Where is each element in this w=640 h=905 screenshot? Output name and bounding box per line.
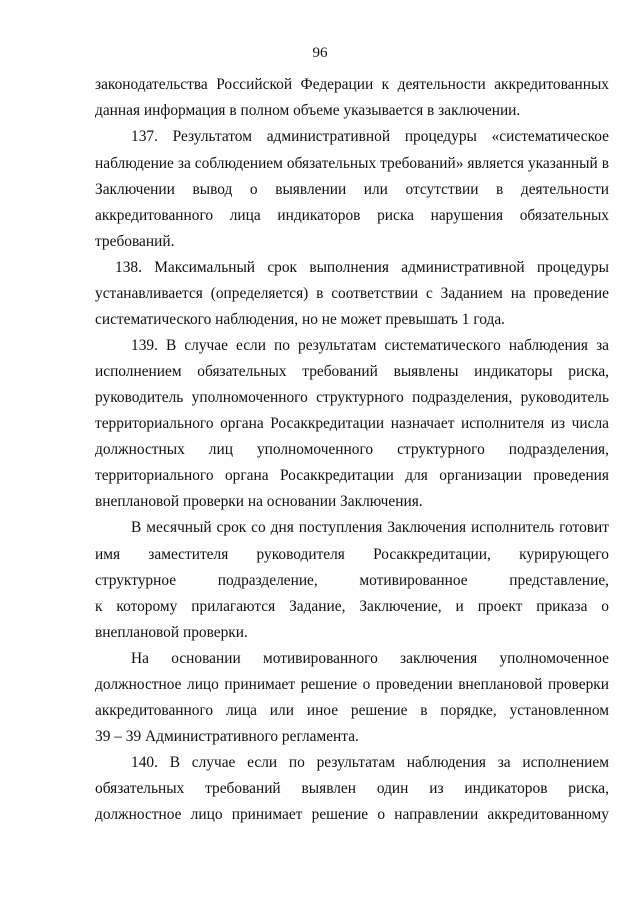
page-number: 96 [312,45,328,61]
text-line: требований. [95,233,175,250]
text-line: обязательных требований выявлен один из индикаторов риска, [95,780,609,797]
text-line: имя заместителя руководителя Росаккредитации, курирующего [95,546,609,563]
paragraph-line: На основании мотивированного заключения уполномоченное [131,650,609,667]
text-line: должностное лицо принимает решение о направлении аккредитованному [95,806,609,823]
text-line: должностное лицо принимает решение о проведении внеплановой проверки [95,676,609,693]
text-line: аккредитованного лица или иное решение в порядке, установленном [95,702,609,719]
paragraph-138-line: 138. Максимальный срок выполнения административной процедуры [115,259,609,276]
paragraph-line: В месячный срок со дня поступления Заключения исполнитель готовит [131,519,609,536]
text-line: должностных лиц уполномоченного структурного подразделения, [95,441,609,458]
text-line: систематического наблюдения, но не может превышать 1 года. [95,311,506,328]
text-line: наблюдение за соблюдением обязательных требований» является указанный в [95,155,609,172]
text-line: структурное подразделение, мотивированное представление, [95,572,609,589]
text-line: территориального органа Росаккредитации назначает исполнителя из числа [95,415,609,432]
text-line: внеплановой проверки на основании Заключения. [95,493,423,510]
text-line: Заключении вывод о выявлении или отсутствии в деятельности [95,181,609,198]
paragraph-140-line: 140. В случае если по результатам наблюдения за исполнением [131,754,609,771]
text-line: исполнением обязательных требований выявлены индикаторы риска, [95,363,609,380]
text-line: 39 – 39 Административного регламента. [95,728,359,745]
text-line: к которому прилагаются Задание, Заключение, и проект приказа о [95,598,609,615]
text-line: устанавливается (определяется) в соответствии с Заданием на проведение [95,285,609,302]
paragraph-139-line: 139. В случае если по результатам систематического наблюдения за [131,337,609,354]
text-line: внеплановой проверки. [95,624,248,641]
paragraph-137-line: 137. Результатом административной процедуры «систематическое [131,128,609,145]
text-line: территориального органа Росаккредитации для организации проведения [95,467,609,484]
text-line: законодательства Российской Федерации к деятельности аккредитованных [95,76,609,93]
text-line: руководитель уполномоченного структурного подразделения, руководитель [95,389,609,406]
text-line: данная информация в полном объеме указывается в заключении. [95,102,521,119]
text-line: аккредитованного лица индикаторов риска нарушения обязательных [95,207,609,224]
